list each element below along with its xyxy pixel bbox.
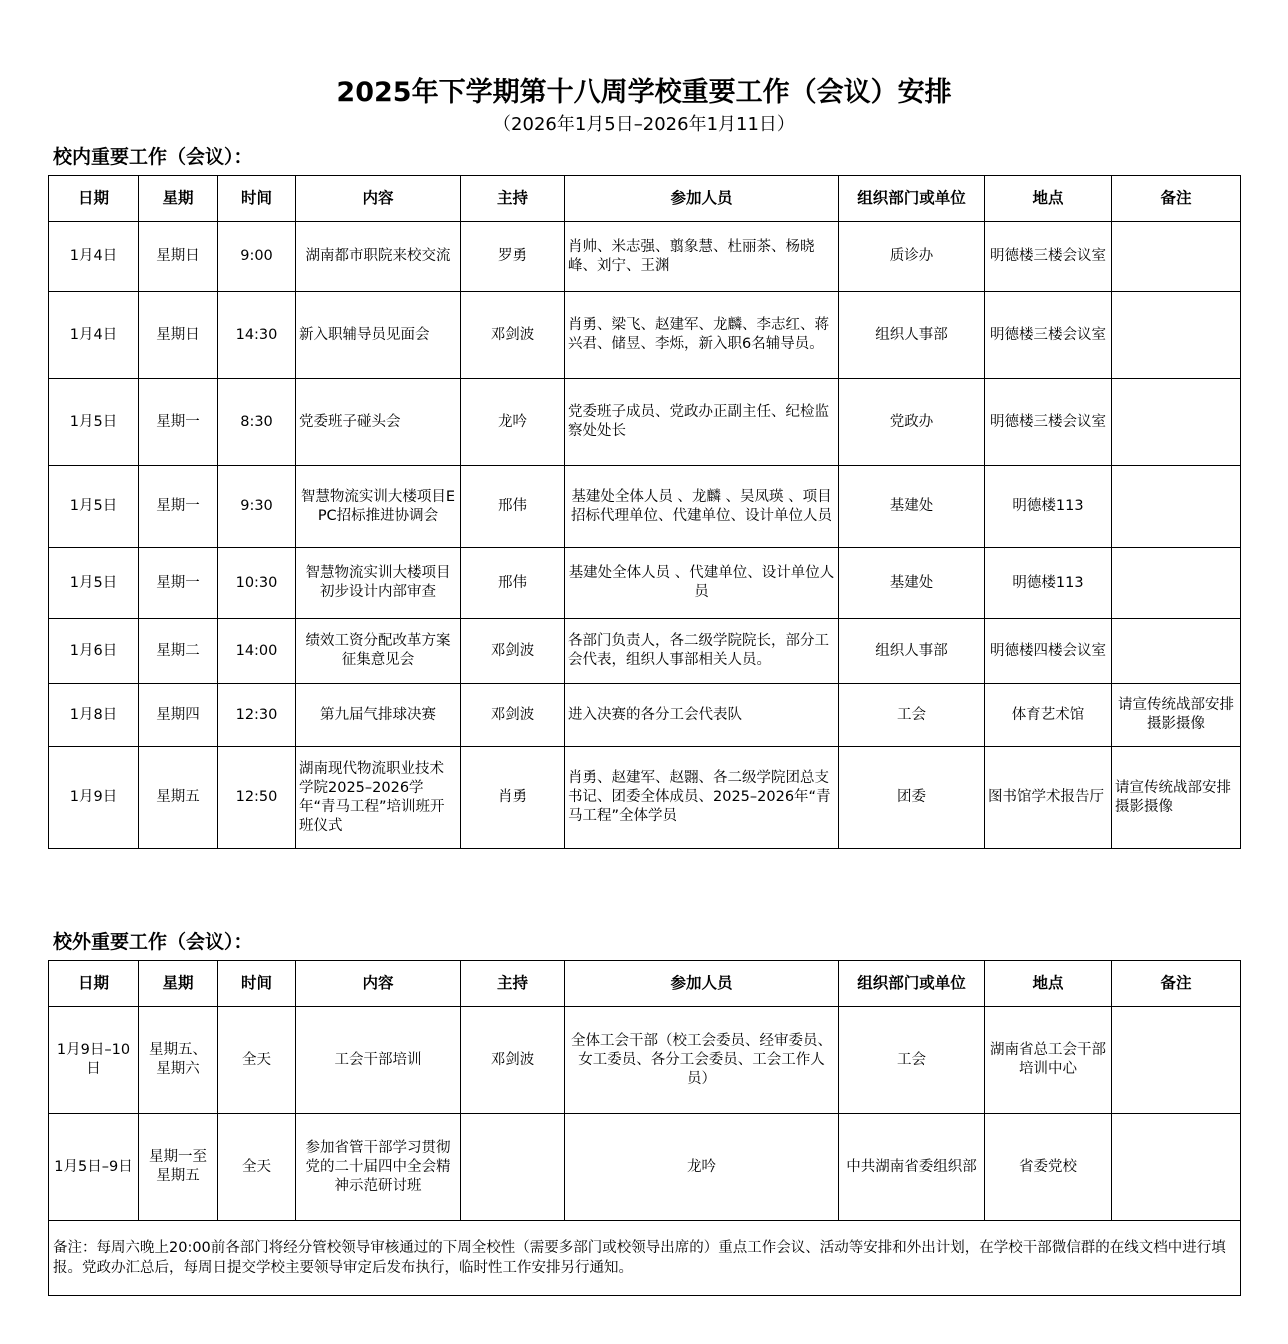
cell-weekday: 星期二 <box>139 619 218 684</box>
col-header-note: 备注 <box>1112 961 1241 1007</box>
cell-time: 14:00 <box>218 619 296 684</box>
external-section-heading: 校外重要工作（会议）： <box>53 931 253 953</box>
cell-time: 全天 <box>218 1114 296 1221</box>
remark-row <box>49 1221 1241 1296</box>
cell-content: 智慧物流实训大楼项目初步设计内部审查 <box>296 548 461 619</box>
cell-location: 明德楼三楼会议室 <box>985 222 1112 292</box>
cell-content: 智慧物流实训大楼项目EPC招标推进协调会 <box>296 466 461 548</box>
table-row <box>49 222 1241 292</box>
cell-content: 绩效工资分配改革方案征集意见会 <box>296 619 461 684</box>
cell-participants: 党委班子成员、党政办正副主任、纪检监察处处长 <box>565 379 839 466</box>
cell-weekday: 星期一 <box>139 548 218 619</box>
cell-organizer: 团委 <box>839 747 985 849</box>
cell-weekday: 星期五 <box>139 747 218 849</box>
cell-host: 邓剑波 <box>461 619 565 684</box>
table-row <box>49 379 1241 466</box>
col-header-content: 内容 <box>296 961 461 1007</box>
cell-weekday: 星期四 <box>139 684 218 747</box>
cell-time: 9:30 <box>218 466 296 548</box>
cell-host: 肖勇 <box>461 747 565 849</box>
cell-note <box>1112 548 1241 619</box>
col-header-location: 地点 <box>985 961 1112 1007</box>
cell-note <box>1112 379 1241 466</box>
col-header-location: 地点 <box>985 176 1112 222</box>
cell-note <box>1112 1007 1241 1114</box>
cell-host: 龙吟 <box>461 379 565 466</box>
col-header-note: 备注 <box>1112 176 1241 222</box>
cell-participants: 龙吟 <box>565 1114 839 1221</box>
cell-location: 明德楼四楼会议室 <box>985 619 1112 684</box>
cell-participants: 进入决赛的各分工会代表队 <box>565 684 839 747</box>
table-row <box>49 292 1241 379</box>
internal-schedule-table <box>48 175 1241 849</box>
col-header-time: 时间 <box>218 176 296 222</box>
cell-host: 邓剑波 <box>461 1007 565 1114</box>
cell-host <box>461 1114 565 1221</box>
table-row <box>49 466 1241 548</box>
col-header-date: 日期 <box>49 961 139 1007</box>
cell-host: 邓剑波 <box>461 684 565 747</box>
cell-note <box>1112 222 1241 292</box>
cell-participants: 全体工会干部（校工会委员、经审委员、女工委员、各分工会委员、工会工作人员） <box>565 1007 839 1114</box>
cell-date: 1月5日 <box>49 379 139 466</box>
table-row <box>49 1007 1241 1114</box>
cell-host: 罗勇 <box>461 222 565 292</box>
col-header-weekday: 星期 <box>139 961 218 1007</box>
col-header-time: 时间 <box>218 961 296 1007</box>
table-row <box>49 1114 1241 1221</box>
col-header-weekday: 星期 <box>139 176 218 222</box>
cell-date: 1月6日 <box>49 619 139 684</box>
cell-time: 全天 <box>218 1007 296 1114</box>
cell-participants: 各部门负责人，各二级学院院长，部分工会代表，组织人事部相关人员。 <box>565 619 839 684</box>
cell-weekday: 星期日 <box>139 292 218 379</box>
cell-weekday: 星期五、星期六 <box>139 1007 218 1114</box>
cell-location: 明德楼113 <box>985 548 1112 619</box>
cell-content: 湖南都市职院来校交流 <box>296 222 461 292</box>
cell-date: 1月4日 <box>49 222 139 292</box>
cell-host: 邢伟 <box>461 548 565 619</box>
page-subtitle: （2026年1月5日–2026年1月11日） <box>493 114 795 135</box>
cell-date: 1月5日 <box>49 466 139 548</box>
cell-weekday: 星期一 <box>139 466 218 548</box>
cell-participants: 基建处全体人员 、龙麟 、吴凤瑛 、项目招标代理单位、代建单位、设计单位人员 <box>565 466 839 548</box>
cell-date: 1月9日 <box>49 747 139 849</box>
col-header-participants: 参加人员 <box>565 176 839 222</box>
cell-location: 体育艺术馆 <box>985 684 1112 747</box>
header-row <box>49 961 1241 1007</box>
table-row <box>49 619 1241 684</box>
cell-participants: 肖帅、米志强、翦象慧、杜丽茶、杨晓峰、刘宁、王渊 <box>565 222 839 292</box>
cell-time: 12:30 <box>218 684 296 747</box>
page-title: 2025年下学期第十八周学校重要工作（会议）安排 <box>336 77 952 108</box>
cell-content: 湖南现代物流职业技术学院2025–2026学年“青马工程”培训班开班仪式 <box>296 747 461 849</box>
cell-organizer: 中共湖南省委组织部 <box>839 1114 985 1221</box>
cell-date: 1月8日 <box>49 684 139 747</box>
col-header-content: 内容 <box>296 176 461 222</box>
cell-content: 新入职辅导员见面会 <box>296 292 461 379</box>
cell-organizer: 工会 <box>839 684 985 747</box>
cell-note <box>1112 619 1241 684</box>
internal-section-heading: 校内重要工作（会议）： <box>53 146 253 168</box>
cell-content: 第九届气排球决赛 <box>296 684 461 747</box>
cell-organizer: 组织人事部 <box>839 619 985 684</box>
cell-time: 14:30 <box>218 292 296 379</box>
cell-date: 1月4日 <box>49 292 139 379</box>
col-header-host: 主持 <box>461 961 565 1007</box>
col-header-host: 主持 <box>461 176 565 222</box>
cell-weekday: 星期一 <box>139 379 218 466</box>
cell-content: 党委班子碰头会 <box>296 379 461 466</box>
cell-date: 1月9日–10日 <box>49 1007 139 1114</box>
cell-organizer: 组织人事部 <box>839 292 985 379</box>
external-schedule-table <box>48 960 1241 1296</box>
cell-organizer: 质诊办 <box>839 222 985 292</box>
cell-location: 明德楼113 <box>985 466 1112 548</box>
cell-organizer: 工会 <box>839 1007 985 1114</box>
table-row <box>49 684 1241 747</box>
col-header-organizer: 组织部门或单位 <box>839 176 985 222</box>
header-row <box>49 176 1241 222</box>
cell-organizer: 基建处 <box>839 466 985 548</box>
cell-participants: 肖勇、赵建军、赵翾、各二级学院团总支书记、团委全体成员、2025–2026年“青马工程”全体学员 <box>565 747 839 849</box>
cell-location: 明德楼三楼会议室 <box>985 292 1112 379</box>
col-header-organizer: 组织部门或单位 <box>839 961 985 1007</box>
cell-time: 9:00 <box>218 222 296 292</box>
cell-time: 8:30 <box>218 379 296 466</box>
cell-date: 1月5日 <box>49 548 139 619</box>
col-header-participants: 参加人员 <box>565 961 839 1007</box>
cell-location: 湖南省总工会干部培训中心 <box>985 1007 1112 1114</box>
cell-organizer: 党政办 <box>839 379 985 466</box>
cell-location: 图书馆学术报告厅 <box>985 747 1112 849</box>
cell-weekday: 星期日 <box>139 222 218 292</box>
cell-note <box>1112 466 1241 548</box>
cell-note <box>1112 1114 1241 1221</box>
cell-organizer: 基建处 <box>839 548 985 619</box>
cell-note <box>1112 292 1241 379</box>
cell-note: 请宣传统战部安排摄影摄像 <box>1112 684 1241 747</box>
cell-note: 请宣传统战部安排摄影摄像 <box>1112 747 1241 849</box>
cell-participants: 基建处全体人员 、代建单位、设计单位人员 <box>565 548 839 619</box>
cell-date: 1月5日–9日 <box>49 1114 139 1221</box>
cell-content: 参加省管干部学习贯彻党的二十届四中全会精神示范研讨班 <box>296 1114 461 1221</box>
cell-location: 明德楼三楼会议室 <box>985 379 1112 466</box>
cell-time: 10:30 <box>218 548 296 619</box>
cell-host: 邓剑波 <box>461 292 565 379</box>
cell-participants: 肖勇、梁飞、赵建军、龙麟、李志红、蒋兴君、储昱、李烁，新入职6名辅导员。 <box>565 292 839 379</box>
table-row <box>49 747 1241 849</box>
cell-location: 省委党校 <box>985 1114 1112 1221</box>
cell-weekday: 星期一至星期五 <box>139 1114 218 1221</box>
table-row <box>49 548 1241 619</box>
remark-text: 备注：每周六晚上20:00前各部门将经分管校领导审核通过的下周全校性（需要多部门或校领导出席的）重点工作会议、活动等安排和外出计划，在学校干部微信群的在线文档中进行填报。党政办汇总后，每周日提交学校主要领导审定后发布执行，临时性工作安排另行通知。 <box>49 1221 1241 1296</box>
col-header-date: 日期 <box>49 176 139 222</box>
cell-time: 12:50 <box>218 747 296 849</box>
cell-content: 工会干部培训 <box>296 1007 461 1114</box>
cell-host: 邢伟 <box>461 466 565 548</box>
